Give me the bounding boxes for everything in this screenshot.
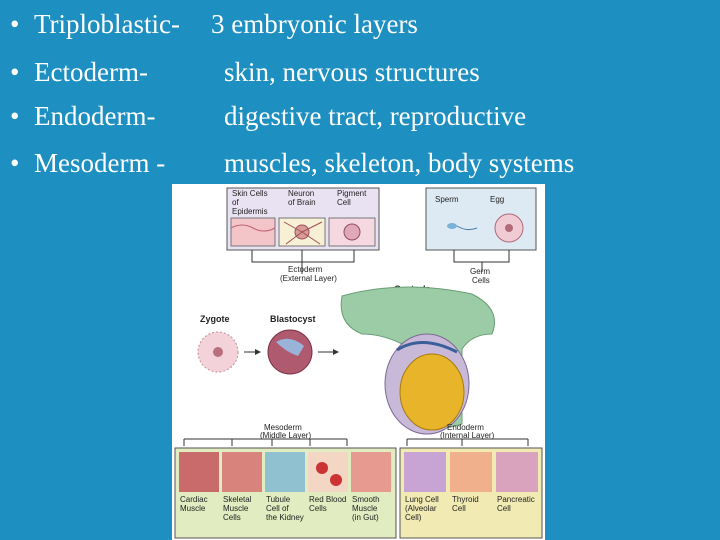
cardiac-muscle-icon (179, 452, 219, 492)
endo-cell-label: Lung Cell (405, 495, 439, 504)
ectoderm-sub: (External Layer) (280, 274, 337, 283)
ectoderm-label: Ectoderm (288, 265, 323, 274)
endoderm-sub: (Internal Layer) (440, 431, 495, 440)
smooth-muscle-icon (351, 452, 391, 492)
endo-cell-label: Cell (497, 504, 511, 513)
meso-cell-label: Cell of (266, 504, 289, 513)
germ-cell-label: Egg (490, 195, 505, 204)
bullet-desc: 3 embryonic layers (211, 9, 418, 39)
zygote-label: Zygote (200, 314, 230, 324)
meso-cell-label: Muscle (352, 504, 378, 513)
ecto-cell-label: Pigment (337, 189, 367, 198)
mesoderm-label: Mesoderm (264, 423, 302, 432)
meso-cell-label: the Kidney (266, 513, 304, 522)
meso-cell-label: Skeletal (223, 495, 252, 504)
ecto-cell-label: of Brain (288, 198, 316, 207)
germ-label: Germ (470, 267, 490, 276)
meso-cell-label: Cardiac (180, 495, 208, 504)
bullet-glyph: • (10, 57, 20, 87)
bullet-glyph: • (10, 148, 20, 178)
endo-cell-label: Cell) (405, 513, 422, 522)
meso-cell-label: Red Blood (309, 495, 347, 504)
skeletal-muscle-icon (222, 452, 262, 492)
bullet-desc: skin, nervous structures (224, 57, 480, 87)
mesoderm-sub: (Middle Layer) (260, 431, 312, 440)
germ-sub: Cells (472, 276, 490, 285)
red-blood-cells-icon (308, 452, 348, 492)
pigment-cell-icon (344, 224, 360, 240)
endoderm-label: Endoderm (447, 423, 484, 432)
endo-cell-label: (Alveolar (405, 504, 437, 513)
ecto-cell-label: Epidermis (232, 207, 268, 216)
endo-cell-label: Cell (452, 504, 466, 513)
ecto-cell-label: of (232, 198, 239, 207)
meso-cell-label: Tubule (266, 495, 291, 504)
figure-svg (172, 184, 545, 540)
bullet-term: Mesoderm - (34, 148, 166, 178)
blastocyst-label: Blastocyst (270, 314, 316, 324)
thyroid-cell-icon (450, 452, 492, 492)
germ-cell-label: Sperm (435, 195, 459, 204)
zygote-nucleus-icon (213, 347, 223, 357)
meso-cell-label: Cells (309, 504, 327, 513)
meso-cell-label: Muscle (180, 504, 206, 513)
lung-cell-icon (404, 452, 446, 492)
gastrula-yolk (400, 354, 464, 430)
ecto-cell-label: Cell (337, 198, 351, 207)
endo-cell-label: Pancreatic (497, 495, 535, 504)
ecto-cell-label: Neuron (288, 189, 315, 198)
meso-cell-label: Smooth (352, 495, 380, 504)
meso-cell-label: Cells (223, 513, 241, 522)
sperm-icon (447, 223, 457, 229)
mesoderm-connector (184, 439, 347, 446)
skin-cell-icon (231, 218, 275, 246)
pancreatic-cell-icon (496, 452, 538, 492)
bullet-term: Ectoderm- (34, 57, 148, 87)
bullet-term: Triploblastic- (34, 9, 181, 39)
bullet-desc: digestive tract, reproductive (224, 101, 527, 131)
rbc-icon (316, 462, 328, 474)
ecto-cell-label: Skin Cells (232, 189, 268, 198)
kidney-tubule-icon (265, 452, 305, 492)
egg-nucleus-icon (505, 224, 513, 232)
bullet-desc: muscles, skeleton, body systems (224, 148, 575, 178)
bullet-glyph: • (10, 101, 20, 131)
meso-cell-label: (in Gut) (352, 513, 379, 522)
embryonic-layers-figure (172, 184, 545, 540)
rbc-icon (330, 474, 342, 486)
endoderm-connector (407, 439, 528, 446)
meso-cell-label: Muscle (223, 504, 249, 513)
bullet-term: Endoderm- (34, 101, 156, 131)
bullet-glyph: • (10, 9, 20, 39)
endo-cell-label: Thyroid (452, 495, 479, 504)
